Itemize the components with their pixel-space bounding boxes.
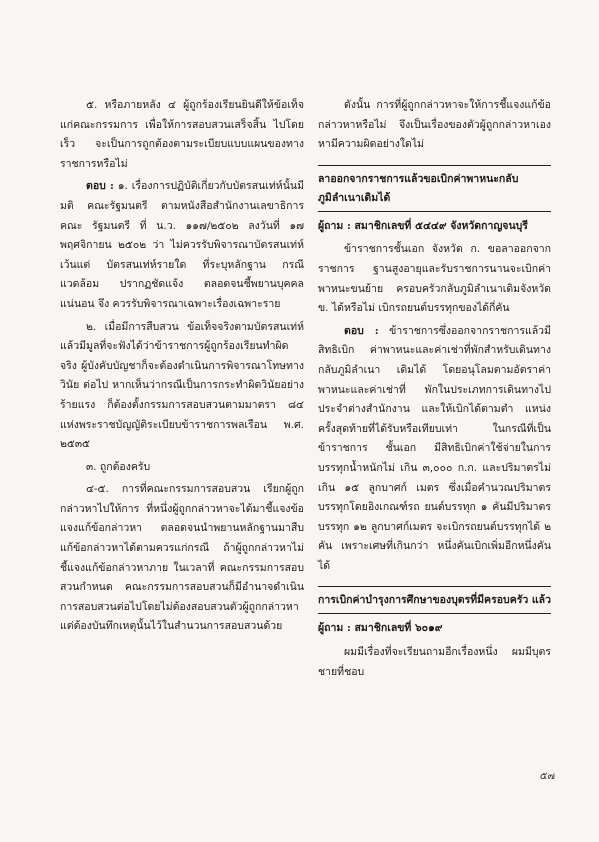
questioner-label-2: ผู้ถาม : — [318, 622, 351, 635]
question-2: ผมมีเรื่องที่จะเรียนถามอีกเรื่องหนึ่ง ผมมีบุตรชายที่ชอบ — [318, 646, 551, 678]
answer-1-text: ข้าราชการซึ่งออกจากราชการแล้วมีสิทธิเบิก ค่าพาหนะและค่าเช่าที่พักสำหรับเดินทางกลับภูมิลำเนา เดิมได้ โดยอนุโลมตามอัตราค่าพาหนะและค่าเช่าที่ พักในประเภทการเดินทางไปประจำต่างสำนักงาน และให้เบิกได้ตามตำ แหน่งครั้งสุดท้ายที่ได้รับหรือเทียบเท่า ในกรณีที่เป็นข้าราชการ ชั้นเอก มีสิทธิเบิกค่าใช้จ่ายในการบรรทุกน้ำหนักไม่ เกิน ๓,๐๐๐ ก.ก. และปริมาตรไม่เกิน ๑๕ ลูกบาศก์ เมตร ซึ่งเมื่อคำนวณปริมาตรบรรทุกโดยอิงเกณฑ์รถ ยนต์บรรทุก ๑ คันมีปริมาตรบรรทุก ๑๒ ลูกบาศก์เมตร จะเบิกรถยนต์บรรทุกได้ ๒ คัน เพราะเศษที่เกินกว่า หนึ่งคันเบิกเพิ่มอีกหนึ่งคันได้ — [318, 324, 552, 572]
questioner-label-1: ผู้ถาม : — [318, 219, 351, 232]
answer-note-4-5: ๔-๕. การที่คณะกรรมการสอบสวน เรียกผู้ถูก กล่าวหาไปให้การ ที่หนึ่งผู้ถูกกล่าวหาจะได้มาชี้แจงข้อ แจงแก้ข้อกล่าวหา ตลอดจนนำพยานหลักฐานมาสืบ แก้ข้อกล่าวหาได้ตามควรแก่กรณี ถ้าผู้ถูกกล่าวหาไม่ ชี้แจงแก้ข้อกล่าวหาภาย ในเวลาที่ คณะกรรมการสอบ สวนกำหนด คณะกรรมการสอบสวนก็มีอำนาจดำเนิน การสอบสวนต่อไปโดยไม่ต้องสอบสวนตัวผู้ถูกกล่าวหา แต่ต้องบันทึกเหตุนั้นไว้ในสำนวนการสอบสวนด้วย — [60, 483, 304, 633]
answer-label: ตอบ : — [86, 180, 114, 193]
left-column — [60, 96, 304, 640]
section-title-1: ลาออกจากราชการแล้วขอเบิกค่าพาหนะกลับ ภูมิลำเนาเดิมได้ — [318, 172, 519, 204]
answer-note-1 — [60, 177, 304, 314]
answer-1 — [318, 322, 551, 577]
questioner-line-1 — [318, 217, 551, 237]
page-number: ๕๗ — [539, 771, 555, 782]
section-heading-1 — [318, 165, 551, 212]
questioner-line-2 — [318, 619, 551, 639]
section-title-2: การเบิกค่าบำรุงการศึกษาของบุตรที่มีครอบครัว แล้ว — [318, 594, 552, 607]
continuation-paragraph: ดังนั้น การที่ผู้ถูกกล่าวหาจะให้การชี้แจงแก้ข้อ กล่าวหาหรือไม่ จึงเป็นเรื่องของตัวผู้ถูกกล่าวหาเอง หามีความผิดอย่างใดไม่ — [318, 99, 551, 151]
answer-label-1: ตอบ : — [344, 324, 379, 337]
section-heading-2 — [318, 586, 551, 614]
item-5-question: ๕. หรือภายหลัง ๔ ผู้ถูกร้องเรียนยินดีให้ข้อเท็จ แก่คณะกรรมการ เพื่อให้การสอบสวนเสร็จสิ้น ไปโดย เร็ว จะเป็นการถูกต้องตามระเบียบแบบแผนของทาง ราชการหรือไม่ — [60, 99, 304, 170]
answer-note-3: ๓. ถูกต้องครับ — [86, 460, 151, 473]
questioner-value-1: สมาชิกเลขที่ ๕๔๔๙ จังหวัดกาญจนบุรี — [354, 219, 528, 232]
answer-note-1-text: ๑. เรื่องการปฏิบัติเกี่ยวกับบัตรสนเท่ห์นั้นมีมติ คณะรัฐมนตรี ตามหนังสือสำนักงานเลขาธิการคณะ รัฐมนตรี ที่ น.ว. ๑๑๗/๒๕๐๒ ลงวันที่ ๑๗ พฤศจิกายน ๒๕๐๒ ว่า ไม่ควรรับพิจารณาบัตรสนเท่ห์ เว้นแต่ บัตรสนเท่ห์รายใด ที่ระบุหลักฐาน กรณี แวดล้อม ปรากฏชัดแจ้ง ตลอดจนชี้พยานบุคคลแน่นอน จึง ควรรับพิจารณาเฉพาะเรื่องเฉพาะราย — [60, 180, 304, 310]
questioner-value-2: สมาชิกเลขที่ ๖๐๑๙ — [354, 622, 443, 635]
question-1: ข้าราชการชั้นเอก จังหวัด ก. ขอลาออกจากราชการ ฐานสูงอายุและรับราชการนานจะเบิกค่าพาหนะขนย้าย ครอบครัวกลับภูมิลำเนาเดิมจังหวัด ข. ได้หรือไม่ เบิกรถยนต์บรรทุกของได้กี่คัน — [318, 243, 551, 315]
right-column — [318, 96, 551, 685]
answer-note-2: ๒. เมื่อมีการสืบสวน ข้อเท็จจริงตามบัตรสนเท่ห์ แล้วมีมูลที่จะฟังได้ว่าข้าราชการผู้ถูกร้องเรียนทำผิดจริง ผู้บังคับบัญชาก็จะต้องดำเนินการพิจารณาโทษทางวินัย ต่อไป หากเห็นว่ากรณีเป็นการกระทำผิดวินัยอย่าง ร้ายแรง ก็ต้องตั้งกรรมการสอบสวนตามมาตรา ๘๔ แห่งพระราชบัญญัติระเบียบข้าราชการพลเรือน พ.ศ. ๒๕๓๕ — [60, 320, 304, 451]
